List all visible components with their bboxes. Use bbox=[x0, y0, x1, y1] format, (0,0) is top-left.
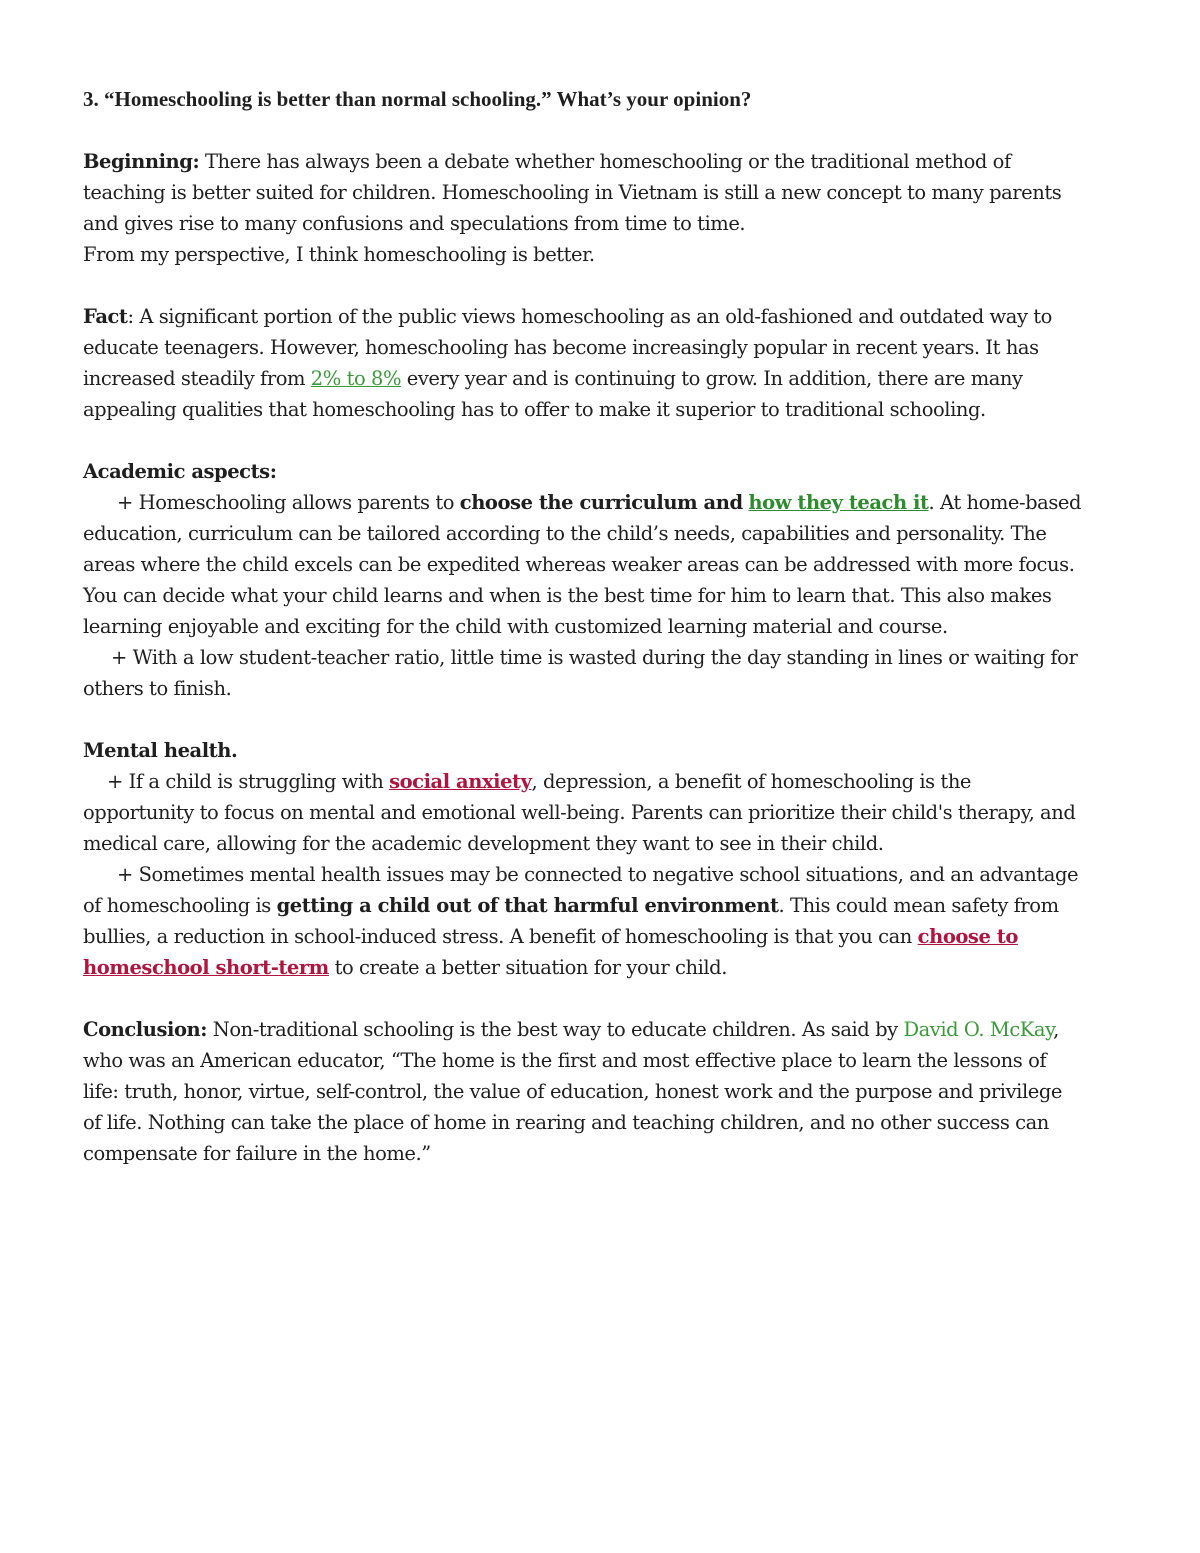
conclusion-text-after: , who was an American educator, “The home is the first and most effective place to learn the lessons of life: truth, honor, virtue, self-control, the value of education, honest work and the purpose and privilege of life. Nothing can take the place of home in rearing and teaching children, and no other success can compensate for failure in the home.” bbox=[83, 1018, 1062, 1165]
academic-heading: Academic aspects: bbox=[83, 460, 277, 483]
beginning-text: There has always been a debate whether homeschooling or the traditional method of teaching is better suited for children. Homeschooling in Vietnam is still a new concept to many parents and gives rise to many confusions and speculations from time to time. bbox=[83, 150, 1062, 235]
mental-point-1 bbox=[83, 766, 1083, 859]
mental-point-2 bbox=[83, 859, 1083, 983]
fact-paragraph bbox=[83, 301, 1083, 425]
academic-point-1-lead: + Homeschooling allows parents to bbox=[117, 491, 460, 514]
academic-point-1-bold: choose the curriculum and bbox=[459, 491, 743, 514]
conclusion-label: Conclusion: bbox=[83, 1018, 207, 1041]
academic-point-1 bbox=[83, 487, 1083, 642]
spacer bbox=[83, 425, 1083, 456]
fact-text-after: every year and is continuing to grow. In addition, there are many appealing qualities that homeschooling has to offer to make it superior to traditional schooling. bbox=[83, 367, 1023, 421]
spacer bbox=[83, 704, 1083, 735]
social-anxiety-link[interactable]: social anxiety bbox=[389, 770, 532, 793]
mental-point-1-lead: + If a child is struggling with bbox=[107, 770, 390, 793]
homeschool-short-term-link[interactable]: choose to homeschool short-term bbox=[83, 925, 1018, 979]
mental-heading: Mental health. bbox=[83, 739, 238, 762]
academic-point-2 bbox=[83, 642, 1083, 704]
mental-point-2-middle: . This could mean safety from bullies, a reduction in school-induced stress. A benefit of homeschooling is that you can bbox=[83, 894, 1059, 948]
mental-point-2-bold: getting a child out of that harmful environment bbox=[276, 894, 779, 917]
beginning-paragraph bbox=[83, 146, 1083, 239]
mental-point-2-lead: + Sometimes mental health issues may be connected to negative school situations, and an advantage of homeschooling is bbox=[83, 863, 1079, 917]
academic-point-2-text: + With a low student-teacher ratio, little time is wasted during the day standing in lines or waiting for others to finish. bbox=[83, 646, 1078, 700]
academic-point-1-rest: . At home-based education, curriculum can be tailored according to the child’s needs, capabilities and personality. The areas where the child excels can be expedited whereas weaker areas can be addressed with more focus. You can decide what your child learns and when is the best time for him to learn that. This also makes learning enjoyable and exciting for the child with customized learning material and course. bbox=[83, 491, 1082, 638]
mental-point-2-rest: to create a better situation for your child. bbox=[328, 956, 727, 979]
conclusion-paragraph bbox=[83, 1014, 1083, 1169]
fact-text-before: : A significant portion of the public views homeschooling as an old-fashioned and outdated way to educate teenagers. However, homeschooling has become increasingly popular in recent years. It has increased steadily from bbox=[83, 305, 1052, 390]
author-name: David O. McKay bbox=[903, 1018, 1054, 1041]
conclusion-text-before: Non-traditional schooling is the best way to educate children. As said by bbox=[206, 1018, 904, 1041]
page-title: 3. “Homeschooling is better than normal schooling.” What’s your opinion? bbox=[83, 87, 752, 111]
spacer bbox=[83, 270, 1083, 301]
growth-link[interactable]: 2% to 8% bbox=[310, 367, 402, 390]
opinion-sentence: From my perspective, I think homeschooling is better. bbox=[83, 243, 595, 266]
spacer bbox=[83, 983, 1083, 1014]
beginning-label: Beginning: bbox=[83, 150, 200, 173]
mental-point-1-rest: , depression, a benefit of homeschooling is the opportunity to focus on mental and emotional well-being. Parents can prioritize their child's therapy, and medical care, allowing for the academic development they want to see in their child. bbox=[83, 770, 1076, 855]
fact-label: Fact bbox=[83, 305, 128, 328]
how-they-teach-it-link[interactable]: how they teach it bbox=[748, 491, 929, 514]
document-page bbox=[83, 84, 1083, 1169]
